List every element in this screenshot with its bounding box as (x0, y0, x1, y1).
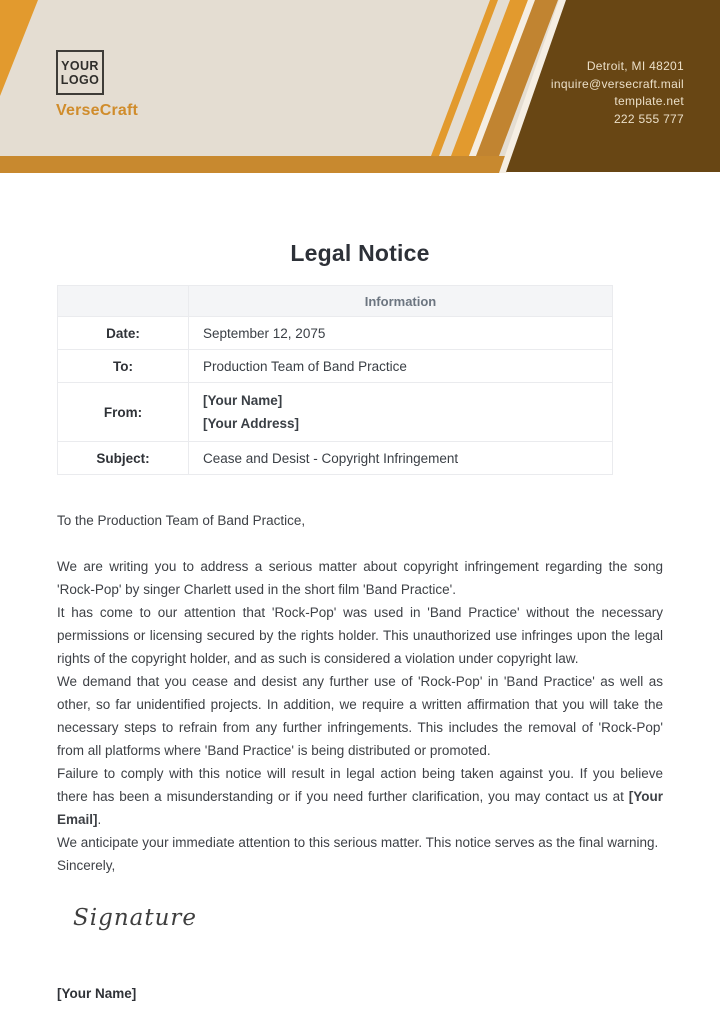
from-name-line: [Your Name] (203, 393, 283, 408)
paragraph-4 (57, 762, 663, 831)
signature-script: Signature (73, 905, 198, 931)
from-value (189, 383, 613, 442)
contact-phone: 222 555 777 (613, 111, 684, 126)
date-value: September 12, 2075 (189, 317, 613, 350)
table-row-date (58, 317, 613, 350)
contact-website: template.net (614, 94, 684, 108)
from-label: From: (58, 383, 189, 442)
contact-email: inquire@versecraft.mail (550, 76, 684, 91)
logo-text-line1: YOUR (61, 58, 99, 73)
subject-label: Subject: (58, 442, 189, 475)
subject-value: Cease and Desist - Copyright Infringement (189, 442, 613, 475)
letterhead (0, 0, 720, 176)
paragraph-5: We anticipate your immediate attention to this serious matter. This notice serves as the final warning. (57, 835, 659, 850)
greeting-line: To the Production Team of Band Practice, (57, 513, 306, 528)
table-row-to (58, 350, 613, 383)
info-table (57, 285, 613, 475)
closing-line: Sincerely, (57, 858, 116, 873)
document-content (0, 240, 720, 1005)
date-label: Date: (58, 317, 189, 350)
contact-address: Detroit, MI 48201 (586, 59, 684, 73)
paragraph-3: We demand that you cease and desist any further use of 'Rock-Pop' in 'Band Practice' as well as other, so far unidentified projects. In addition, we require a written affirmation that you will take the necessary steps to refrain from any further infringements. This includes the removal of 'Rock-Pop' from all platforms where 'Band Practice' is being distributed or promoted. (57, 674, 663, 758)
info-table-header-row (58, 286, 613, 317)
signatory-name-placeholder: [Your Name] (57, 986, 137, 1001)
paragraph-2: It has come to our attention that 'Rock-Pop' was used in 'Band Practice' without the necessary permissions or licensing secured by the rights holder. This unauthorized use infringes upon the legal rights of the copyright holder, and as such is considered a violation under copyright law. (57, 605, 663, 666)
paragraph-1: We are writing you to address a serious matter about copyright infringement regarding the song 'Rock-Pop' by singer Charlett used in the short film 'Band Practice'. (57, 559, 663, 597)
to-value: Production Team of Band Practice (189, 350, 613, 383)
to-label: To: (58, 350, 189, 383)
info-table-corner-cell (58, 286, 189, 317)
contact-block (551, 58, 684, 128)
paragraph-4-period: . (97, 812, 102, 827)
from-address-line: [Your Address] (203, 416, 300, 431)
letter-body (57, 509, 663, 1005)
your-email-placeholder: [Your Email] (57, 789, 663, 827)
paragraph-4-text: Failure to comply with this notice will result in legal action being taken against you. If you believe there has been a misunderstanding or if you need further clarification, you may contact us at (57, 766, 663, 804)
logo-placeholder (56, 50, 104, 95)
bottom-bar-shape (0, 156, 512, 173)
page-title: Legal Notice (290, 240, 430, 266)
table-row-from (58, 383, 613, 442)
table-row-subject (58, 442, 613, 475)
brand-name: VerseCraft (56, 102, 139, 119)
info-table-column-header: Information (189, 286, 613, 317)
logo-text-line2: LOGO (60, 72, 100, 87)
